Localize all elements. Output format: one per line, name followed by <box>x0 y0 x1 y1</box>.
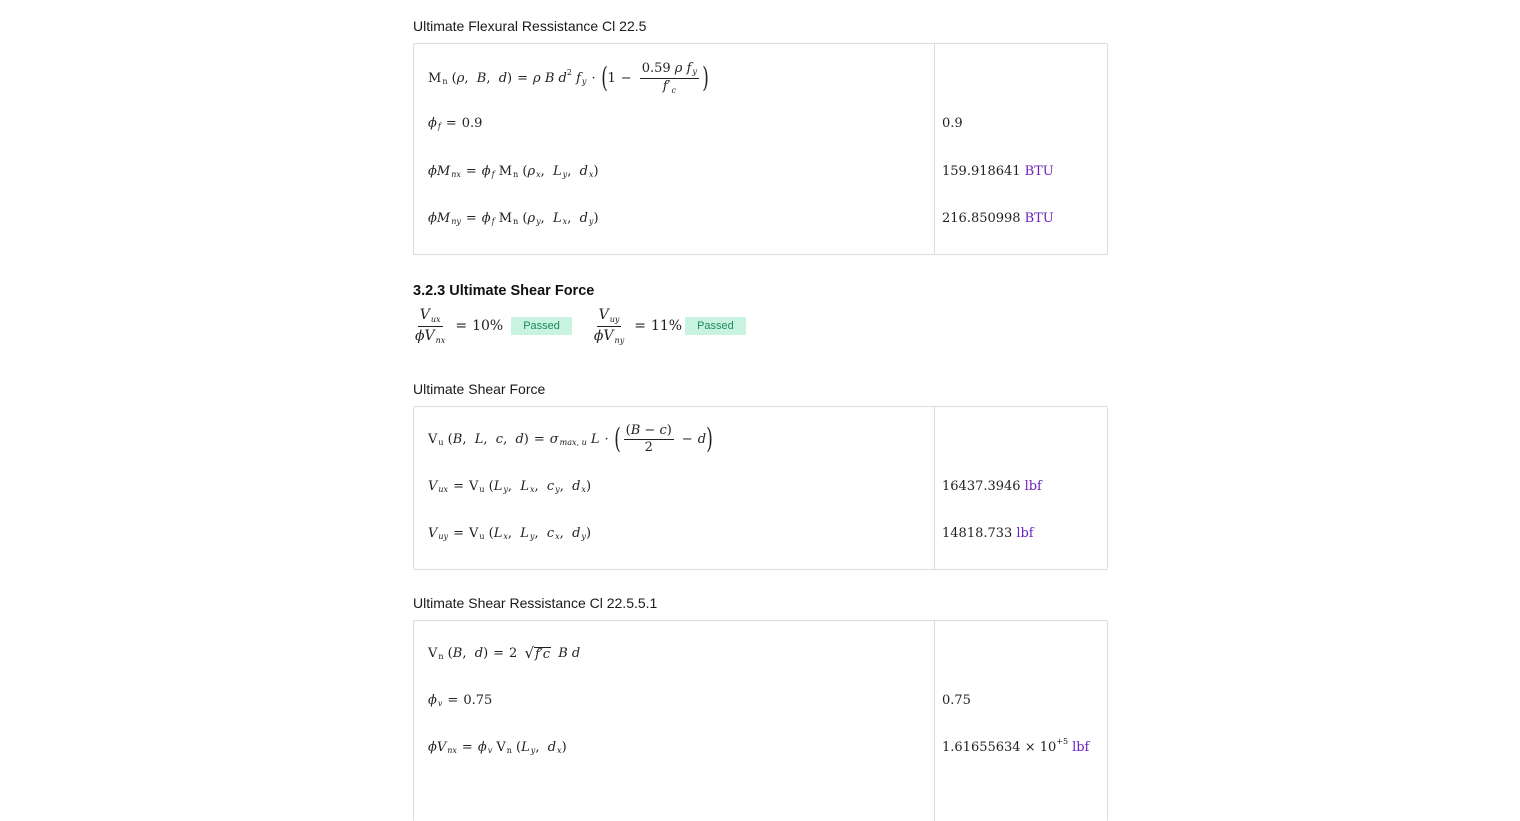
phi-mny-unit: BTU <box>1024 210 1054 226</box>
shear-ratio-y-fraction: $\frac{V_{uy}}{\phi V_{ny}}$ <box>593 306 625 345</box>
phi-vnx-result: 1.61655634 × 10 +5 lbf <box>942 736 1090 755</box>
shear-force-section-title: Ultimate Shear Force <box>413 381 546 397</box>
shear-resistance-calc-box <box>413 620 1108 821</box>
status-badge-y: Passed <box>685 317 746 335</box>
vuy-formula: V uy = V u ( L x , L y , c x , d y ) <box>428 525 592 541</box>
shear-ratio-x-fraction: $\frac{V_{ux}}{\phi V_{nx}}$ <box>415 306 446 345</box>
shear-ratio-x-value: 10% <box>472 318 504 334</box>
vn-formula: V n ( B , d ) = 2 √ f′c B d <box>428 644 581 662</box>
phi-vnx-mantissa: 1.61655634 <box>942 739 1021 755</box>
shear-ratio-y-value: 11% <box>650 318 683 334</box>
vu-formula: V u ( B , L , c , d ) = σ max, u L · ( $\frac{(B - c)}{2}$ − d ) <box>428 422 713 455</box>
phi-mny-result <box>942 198 1054 238</box>
status-badge-x: Passed <box>511 317 572 335</box>
phi-v-formula: ϕ v = 0.75 <box>428 692 493 708</box>
vux-value: 16437.3946 <box>942 478 1021 494</box>
phi-v-row <box>414 680 1107 720</box>
phi-f-result <box>942 103 963 143</box>
shear-force-calc-box <box>413 406 1108 570</box>
vuy-value: 14818.733 <box>942 525 1013 541</box>
phi-mnx-row <box>414 151 1107 191</box>
phi-vnx-row <box>414 727 1107 767</box>
phi-vnx-unit: lbf <box>1072 739 1090 755</box>
phi-vnx-exponent: +5 <box>1056 736 1069 746</box>
phi-mny-row <box>414 198 1107 238</box>
phi-vnx-formula: ϕV nx = ϕ v V n ( L y , d x ) <box>428 739 567 755</box>
phi-mnx-formula: ϕM nx = ϕ f M n ( ρ x , L y , d x ) <box>428 163 599 179</box>
vn-definition-row <box>414 633 1107 673</box>
phi-f-value: 0.9 <box>942 115 963 131</box>
mn-formula: M n ( ρ , B , d ) = ρ B d 2 f y · ( 1 − $\frac{\text{0.59 ρ fy}}{f'_c}$ ) <box>428 60 709 95</box>
shear-check-heading: 3.2.3 Ultimate Shear Force <box>413 283 595 299</box>
phi-mny-value: 216.850998 <box>942 210 1021 226</box>
phi-f-row <box>414 103 1107 143</box>
vux-result <box>942 466 1042 506</box>
phi-mnx-value: 159.918641 <box>942 163 1021 179</box>
phi-mnx-result <box>942 151 1054 191</box>
vuy-result <box>942 513 1034 553</box>
flexural-section-title: Ultimate Flexural Ressistance Cl 22.5 <box>413 18 647 34</box>
phi-f-formula: ϕ f = 0.9 <box>428 115 483 131</box>
shear-ratio-row: $\frac{V_{ux}}{\phi V_{nx}}$ = 10% Passed $\frac{V_{uy}}{\phi V_{ny}}$ = 11% Passed <box>413 304 746 348</box>
vux-row <box>414 466 1107 506</box>
flexural-calc-box <box>413 43 1108 255</box>
phi-mnx-unit: BTU <box>1024 163 1054 179</box>
vux-unit: lbf <box>1024 478 1042 494</box>
vux-formula: V ux = V u ( L y , L x , c y , d x ) <box>428 478 592 494</box>
phi-mny-formula: ϕM ny = ϕ f M n ( ρ y , L x , d y ) <box>428 210 599 226</box>
vuy-row <box>414 513 1107 553</box>
phi-v-result <box>942 680 971 720</box>
vuy-unit: lbf <box>1016 525 1034 541</box>
vu-definition-row <box>414 418 1107 460</box>
mn-definition-row <box>414 57 1107 99</box>
phi-v-value: 0.75 <box>942 692 971 708</box>
shear-resistance-section-title: Ultimate Shear Ressistance Cl 22.5.5.1 <box>413 595 658 611</box>
